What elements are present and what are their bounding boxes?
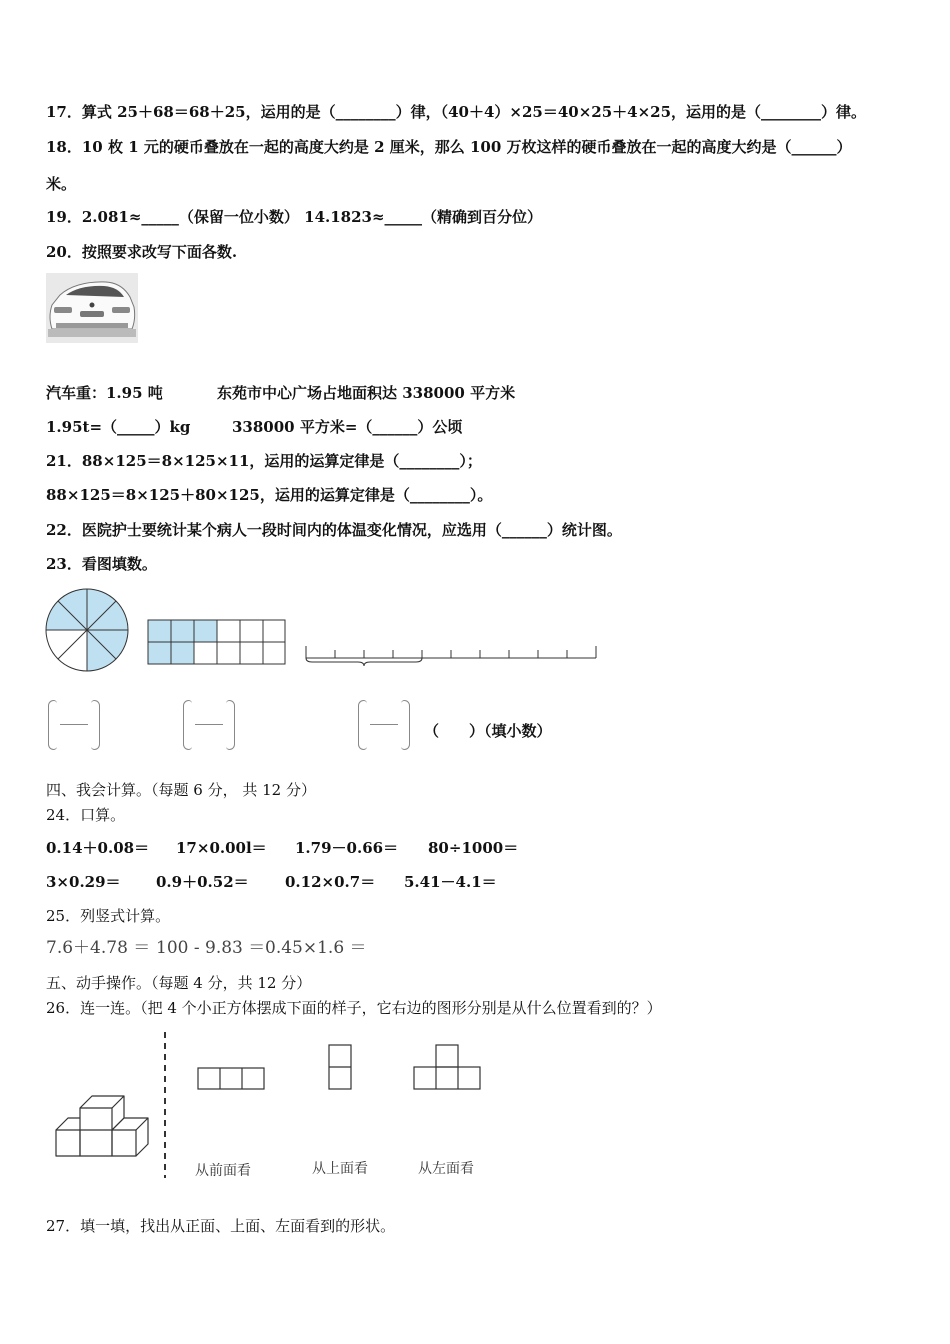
fraction-blank-3[interactable] xyxy=(358,700,410,748)
section-4-title: 四、我会计算。（每题 6 分， 共 12 分） xyxy=(46,781,316,799)
question-19: 19．2.081≈_____（保留一位小数） 14.1823≈_____（精确到百分位） xyxy=(46,208,543,226)
vertical-calc-item: 0.45×1.6 ＝ xyxy=(265,938,367,958)
calc-item: 0.14＋0.08＝ xyxy=(46,839,150,857)
cube-stack xyxy=(52,1086,152,1164)
question-17: 17．算式 25＋68＝68＋25，运用的是（________）律，（40＋4）×25＝40×25＋4×25，运用的是（________）律。 xyxy=(46,103,867,121)
number-line xyxy=(304,640,600,670)
calc-item: 80÷1000＝ xyxy=(428,839,519,857)
question-21-line2: 88×125＝8×125＋80×125，运用的运算定律是（________）。 xyxy=(46,486,493,504)
view-left-shape xyxy=(413,1044,483,1092)
calc-item: 3×0.29＝ xyxy=(46,873,121,891)
decimal-blank: （ ）（填小数） xyxy=(424,722,552,740)
calc-item: 5.41－4.1＝ xyxy=(404,873,497,891)
question-20-info-b: 东苑市中心广场占地面积达 338000 平方米 xyxy=(217,384,516,402)
question-20-info-a: 汽车重：1.95 吨 xyxy=(46,384,163,402)
question-22: 22．医院护士要统计某个病人一段时间内的体温变化情况，应选用（______）统计图。 xyxy=(46,521,622,539)
view-label-top: 从上面看 xyxy=(312,1161,368,1177)
question-27: 27．填一填，找出从正面、上面、左面看到的形状。 xyxy=(46,1217,396,1235)
question-26: 26．连一连。（把 4 个小正方体摆成下面的样子，它右边的图形分别是从什么位置看到的？） xyxy=(46,999,662,1017)
car-image xyxy=(46,273,138,343)
fraction-grid xyxy=(147,619,287,667)
calc-item: 0.12×0.7＝ xyxy=(285,873,376,891)
vertical-calc-item: 100 - 9.83 ＝ xyxy=(156,938,266,958)
question-24: 24．口算。 xyxy=(46,806,126,824)
fraction-circle xyxy=(44,587,130,673)
question-18-line2: 米。 xyxy=(46,175,77,193)
question-23: 23．看图填数。 xyxy=(46,555,157,573)
calc-item: 17×0.00l＝ xyxy=(176,839,267,857)
fraction-blank-1[interactable] xyxy=(48,700,100,748)
view-label-left: 从左面看 xyxy=(418,1161,474,1177)
view-front-shape xyxy=(197,1067,267,1091)
question-20-fill-b: 338000 平方米=（______）公顷 xyxy=(232,418,463,436)
vertical-calc-item: 7.6＋4.78 ＝ xyxy=(46,938,151,958)
question-20-fill-a: 1.95t=（_____）kg xyxy=(46,418,191,436)
view-label-front: 从前面看 xyxy=(195,1163,251,1179)
question-20: 20．按照要求改写下面各数. xyxy=(46,243,238,261)
view-top-shape xyxy=(328,1044,354,1092)
question-18-line1: 18．10 枚 1 元的硬币叠放在一起的高度大约是 2 厘米，那么 100 万枚这样的硬币叠放在一起的高度大约是（______） xyxy=(46,138,852,156)
question-21-line1: 21．88×125＝8×125×11，运用的运算定律是（________）； xyxy=(46,452,482,470)
calc-item: 0.9＋0.52＝ xyxy=(156,873,249,891)
question-25: 25．列竖式计算。 xyxy=(46,907,171,925)
dashed-divider xyxy=(160,1032,170,1180)
section-5-title: 五、动手操作。（每题 4 分，共 12 分） xyxy=(46,974,312,992)
fraction-blank-2[interactable] xyxy=(183,700,235,748)
calc-item: 1.79－0.66＝ xyxy=(295,839,399,857)
